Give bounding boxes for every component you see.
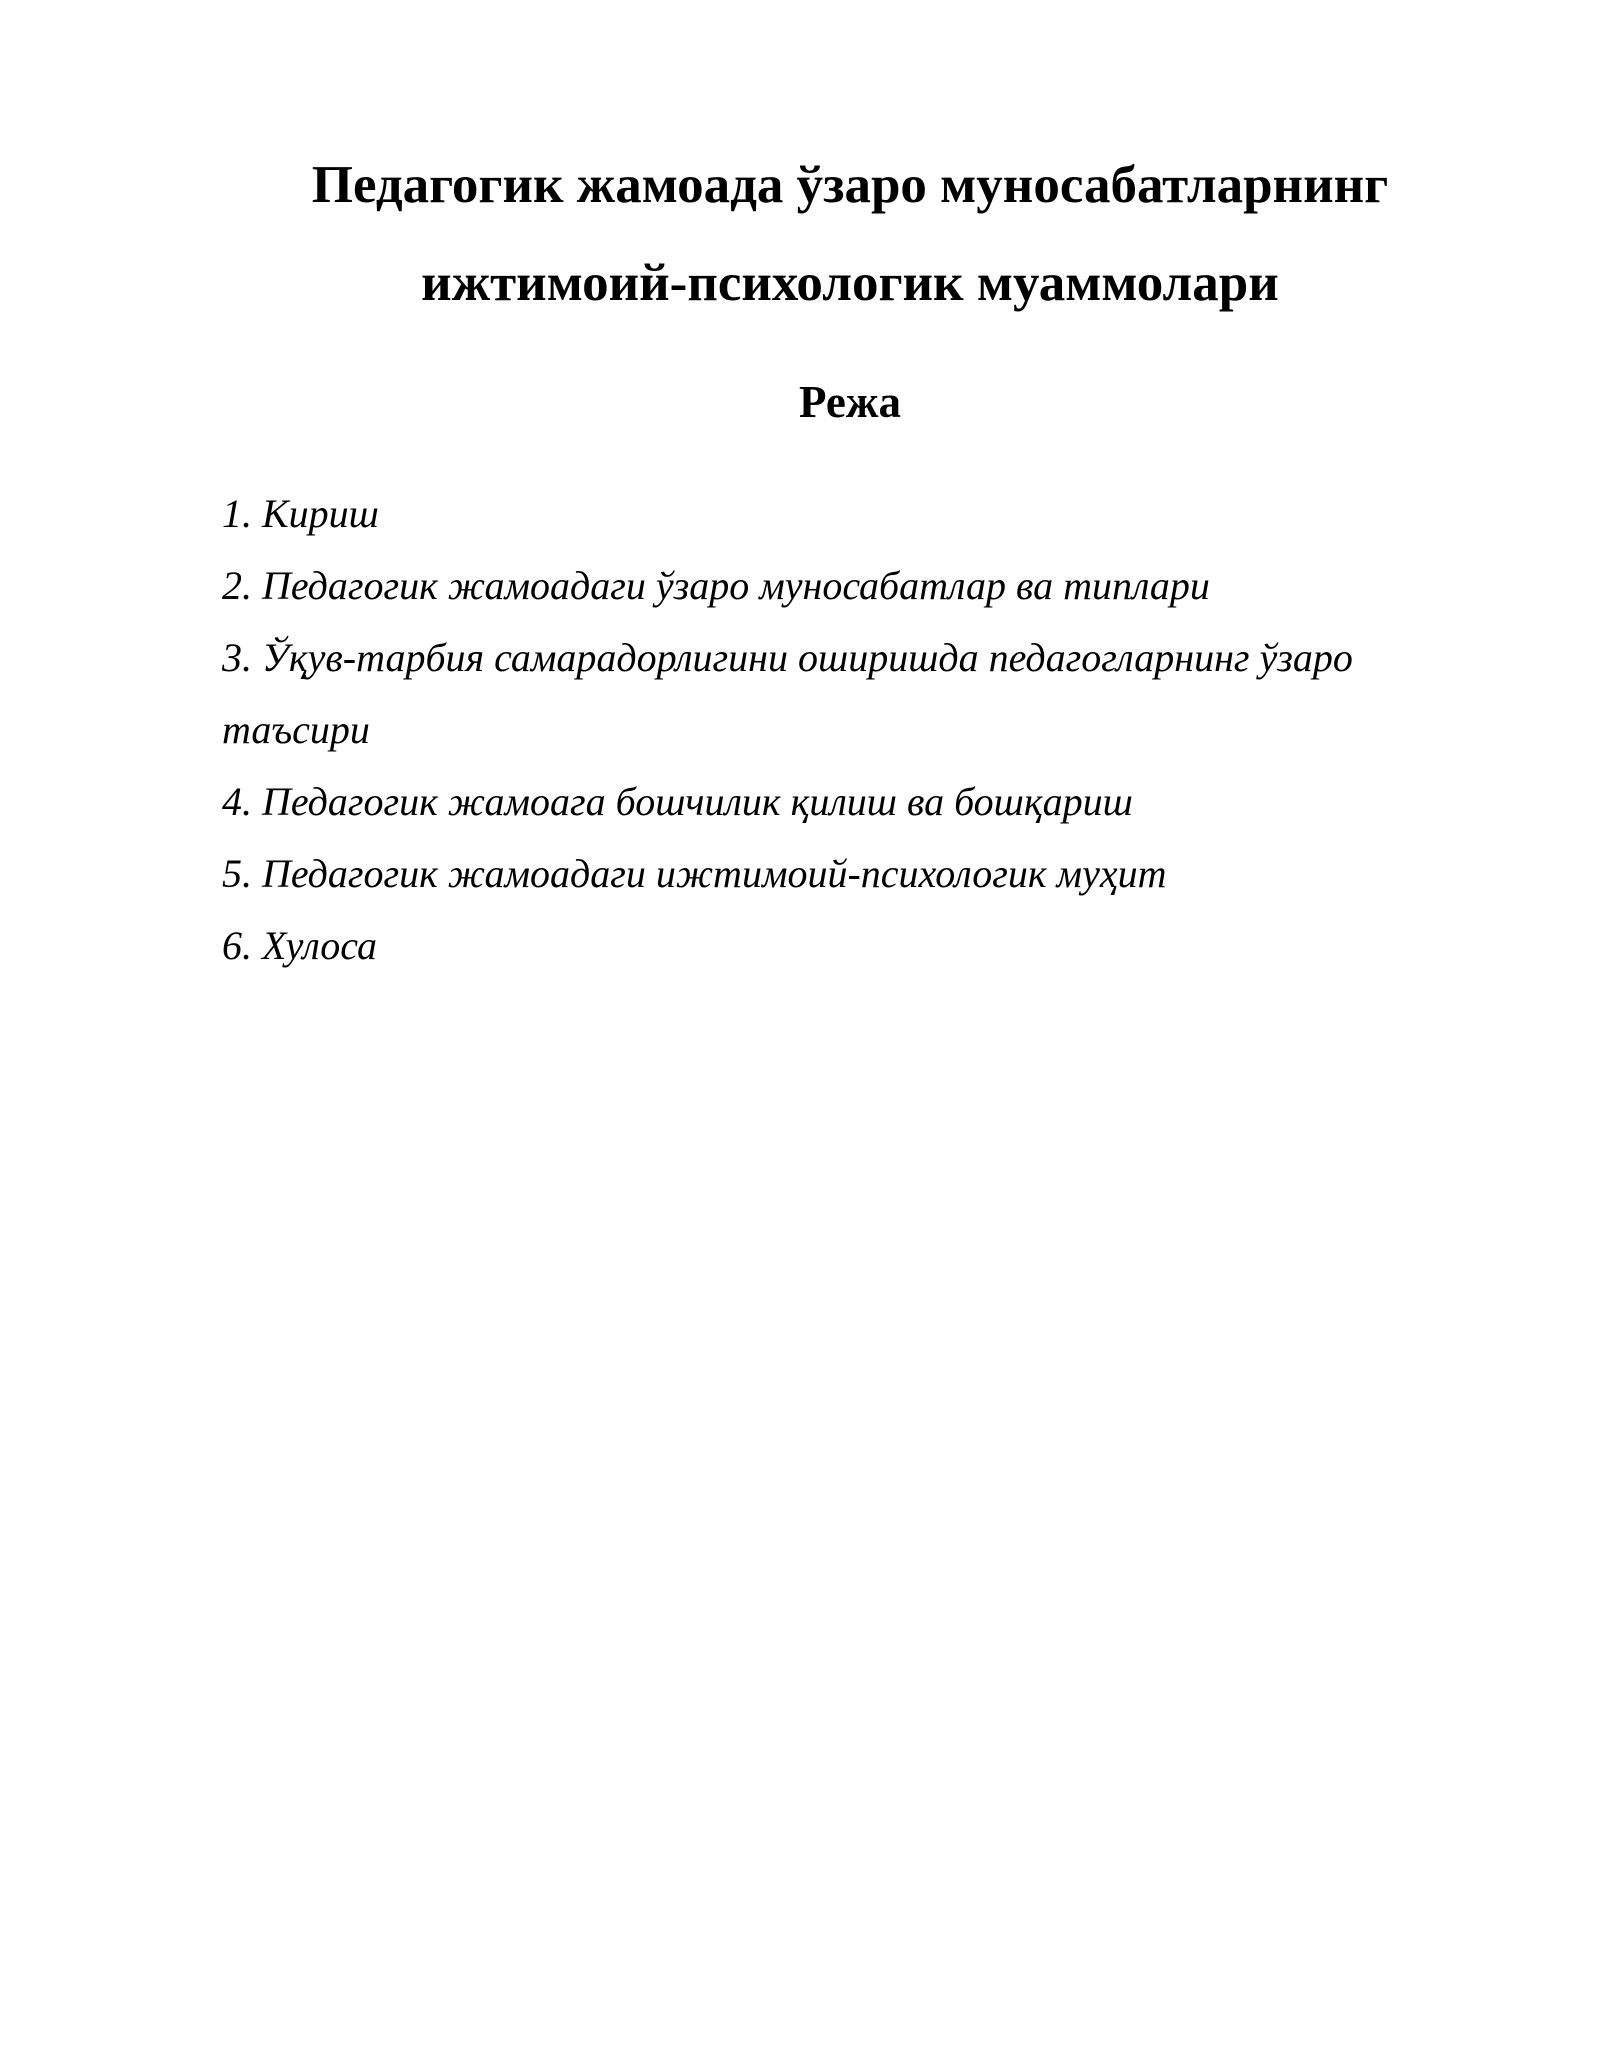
document-title-line-2: ижтимоий-психологик муаммолари bbox=[421, 254, 1279, 312]
plan-item-5: 5. Педагогик жамоадаги ижтимоий-психологик муҳит bbox=[222, 851, 1167, 896]
plan-item-4: 4. Педагогик жамоага бошчилик қилиш ва бошқариш bbox=[222, 779, 1133, 824]
plan-item-2: 2. Педагогик жамоадаги ўзаро муносабатлар ва типлари bbox=[222, 563, 1210, 608]
document-title-line-1: Педагогик жамоада ўзаро муносабатларнинг bbox=[311, 156, 1389, 214]
plan-list bbox=[222, 478, 1442, 982]
plan-heading: Режа bbox=[799, 377, 901, 427]
plan-item-6: 6. Хулоса bbox=[222, 923, 377, 968]
plan-item-3: 3. Ўқув-тарбия самарадорлигини оширишда педагогларнинг ўзаро bbox=[222, 635, 1353, 680]
plan-item-3-continuation: таъсири bbox=[222, 707, 370, 752]
document-title bbox=[200, 136, 1500, 332]
plan-item-1: 1. Кириш bbox=[222, 491, 379, 536]
